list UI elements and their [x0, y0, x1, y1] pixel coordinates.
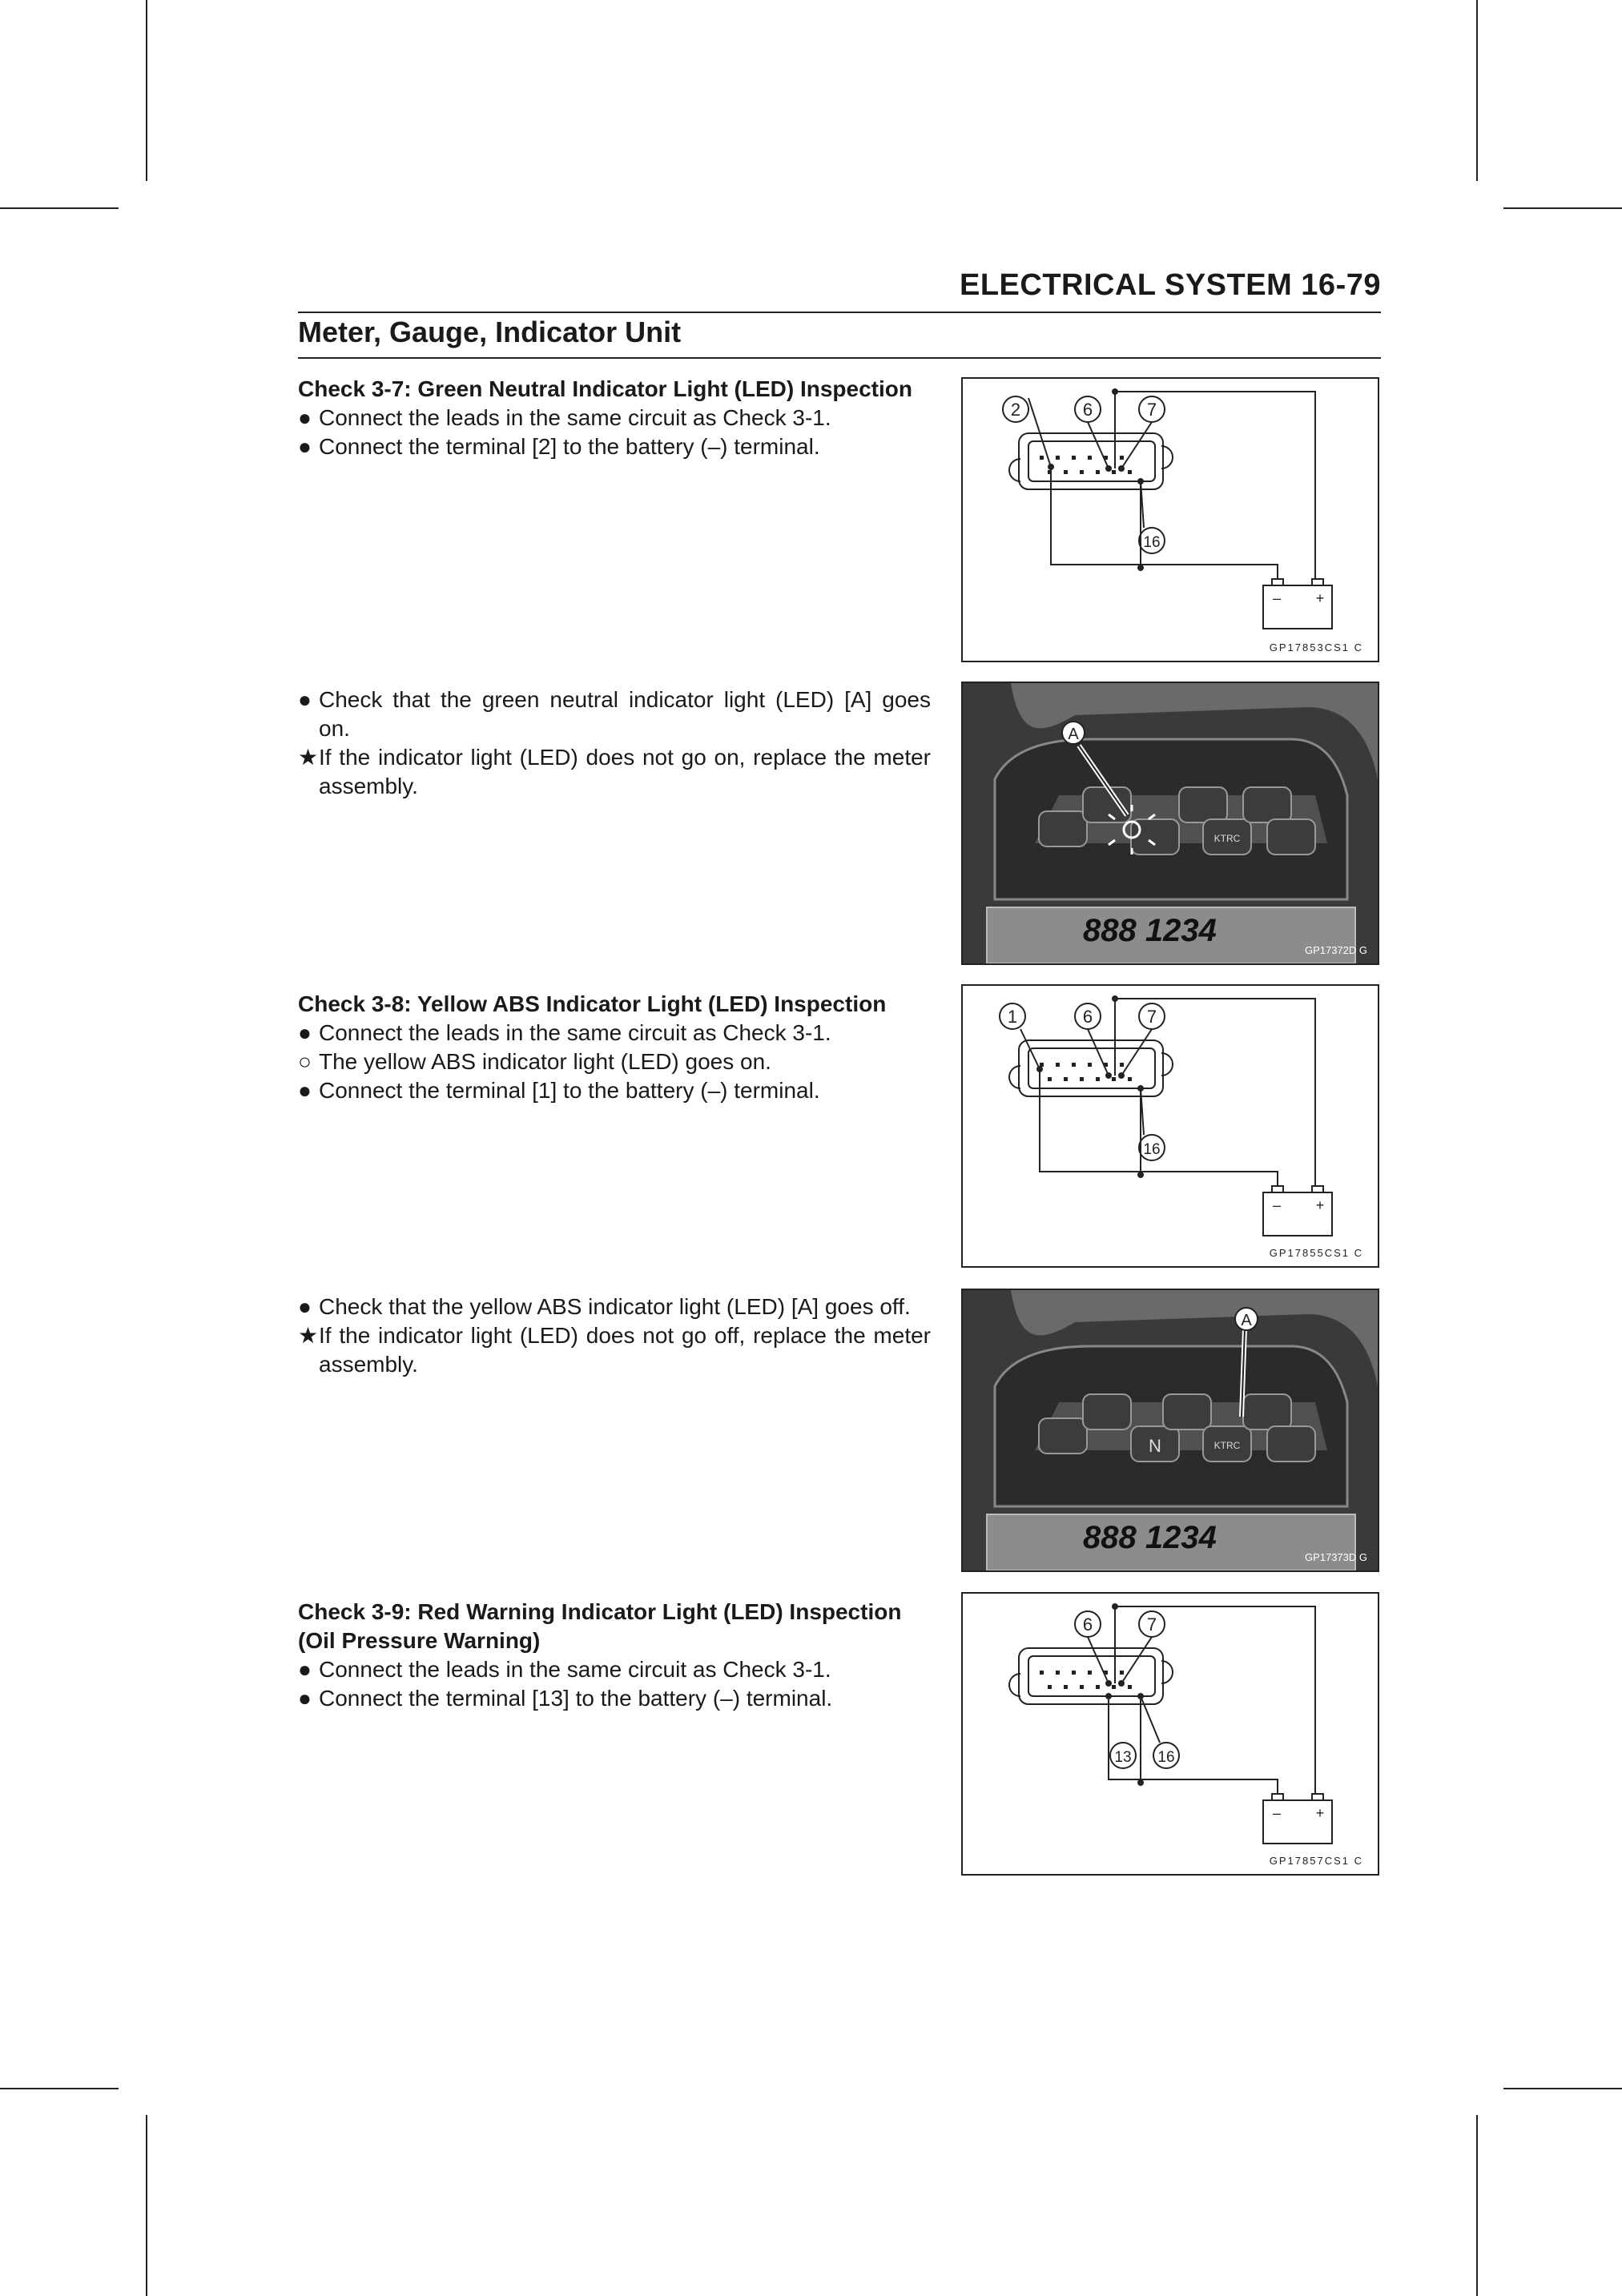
- section-rule: [298, 357, 1381, 359]
- crop-mark: [146, 2115, 147, 2296]
- callout-a: A: [1241, 1312, 1252, 1329]
- check-3-8-result: [298, 1293, 931, 1379]
- lcd-display: 888 1234: [1083, 913, 1217, 948]
- step: ○ The yellow ABS indicator light (LED) goes on.: [298, 1047, 931, 1076]
- step: ● Check that the green neutral indicator light (LED) [A] goes on.: [298, 686, 931, 743]
- bullet-icon: ●: [298, 1686, 312, 1711]
- neutral-label: N: [1149, 1436, 1161, 1456]
- header-rule: [298, 312, 1381, 313]
- bullet-icon: ●: [298, 687, 312, 712]
- bullet-icon: ●: [298, 1020, 312, 1045]
- check-3-7-result: [298, 686, 931, 801]
- figure-code: GP17855CS1 C: [1269, 1247, 1363, 1259]
- terminal-label: 7: [1146, 400, 1157, 420]
- check-3-9-heading: Check 3-9: Red Warning Indicator Light (LED) Inspection (Oil Pressure Warning): [298, 1599, 902, 1653]
- bullet-icon: ●: [298, 405, 312, 430]
- step: ● Connect the terminal [2] to the battery (–) terminal.: [298, 432, 931, 461]
- section-title: Meter, Gauge, Indicator Unit: [298, 316, 682, 348]
- crop-mark: [0, 2088, 119, 2089]
- step: ● Connect the leads in the same circuit as Check 3-1.: [298, 1655, 931, 1684]
- crop-mark: [1503, 2088, 1622, 2089]
- battery-minus: –: [1272, 1197, 1282, 1213]
- battery-minus: –: [1272, 590, 1282, 606]
- bullet-icon: ●: [298, 1294, 312, 1319]
- crop-mark: [1503, 207, 1622, 209]
- terminal-label: 6: [1082, 1007, 1093, 1027]
- terminal-label: 2: [1010, 400, 1021, 420]
- figure-code: GP17373D G: [1304, 1551, 1367, 1563]
- remedy: ★ If the indicator light (LED) does not go on, replace the meter assembly.: [298, 743, 931, 801]
- remedy: ★ If the indicator light (LED) does not go off, replace the meter assembly.: [298, 1321, 931, 1379]
- step: ● Connect the terminal [13] to the battery (–) terminal.: [298, 1684, 931, 1713]
- callout-a: A: [1068, 726, 1079, 743]
- check-3-7-block: [298, 375, 931, 461]
- check-3-8-block: [298, 990, 931, 1105]
- terminal-label: 7: [1146, 1614, 1157, 1635]
- battery-plus: +: [1315, 590, 1325, 606]
- terminal-label: 6: [1082, 1614, 1093, 1635]
- terminal-label: 16: [1143, 1141, 1161, 1158]
- bullet-icon: ●: [298, 1657, 312, 1682]
- ktrc-label: KTRC: [1213, 833, 1241, 844]
- battery-plus: +: [1315, 1197, 1325, 1213]
- terminal-label: 16: [1143, 534, 1161, 551]
- check-3-8-heading: Check 3-8: Yellow ABS Indicator Light (LED) Inspection: [298, 991, 887, 1016]
- crop-mark: [146, 0, 147, 181]
- wiring-diagram-1: [961, 377, 1379, 662]
- meter-photo-1: [961, 682, 1379, 965]
- battery-minus: –: [1272, 1805, 1282, 1821]
- step: ● Connect the leads in the same circuit as Check 3-1.: [298, 404, 931, 432]
- star-icon: ★: [298, 745, 319, 770]
- terminal-label: 1: [1007, 1007, 1018, 1027]
- star-icon: ★: [298, 1323, 319, 1348]
- crop-mark: [1476, 2115, 1478, 2296]
- crop-mark: [0, 207, 119, 209]
- terminal-label: 16: [1157, 1749, 1175, 1766]
- terminal-label: 13: [1114, 1749, 1132, 1766]
- bullet-icon: ●: [298, 434, 312, 459]
- figure-code: GP17372D G: [1304, 944, 1367, 956]
- lcd-display: 888 1234: [1083, 1520, 1217, 1555]
- step: ● Connect the terminal [1] to the battery (–) terminal.: [298, 1076, 931, 1105]
- circle-icon: ○: [298, 1049, 312, 1074]
- terminal-label: 6: [1082, 400, 1093, 420]
- ktrc-label: KTRC: [1213, 1440, 1241, 1451]
- wiring-diagram-2: [961, 984, 1379, 1268]
- bullet-icon: ●: [298, 1078, 312, 1103]
- step: ● Check that the yellow ABS indicator light (LED) [A] goes off.: [298, 1293, 931, 1321]
- terminal-label: 7: [1146, 1007, 1157, 1027]
- step: ● Connect the leads in the same circuit as Check 3-1.: [298, 1019, 931, 1047]
- wiring-diagram-3: [961, 1592, 1379, 1876]
- page-header: ELECTRICAL SYSTEM 16-79: [959, 268, 1381, 302]
- crop-mark: [1476, 0, 1478, 181]
- check-3-7-heading: Check 3-7: Green Neutral Indicator Light (LED) Inspection: [298, 376, 912, 401]
- meter-photo-2: [961, 1289, 1379, 1572]
- figure-code: GP17857CS1 C: [1269, 1855, 1363, 1867]
- battery-plus: +: [1315, 1805, 1325, 1821]
- check-3-9-block: [298, 1598, 931, 1713]
- figure-code: GP17853CS1 C: [1269, 641, 1363, 653]
